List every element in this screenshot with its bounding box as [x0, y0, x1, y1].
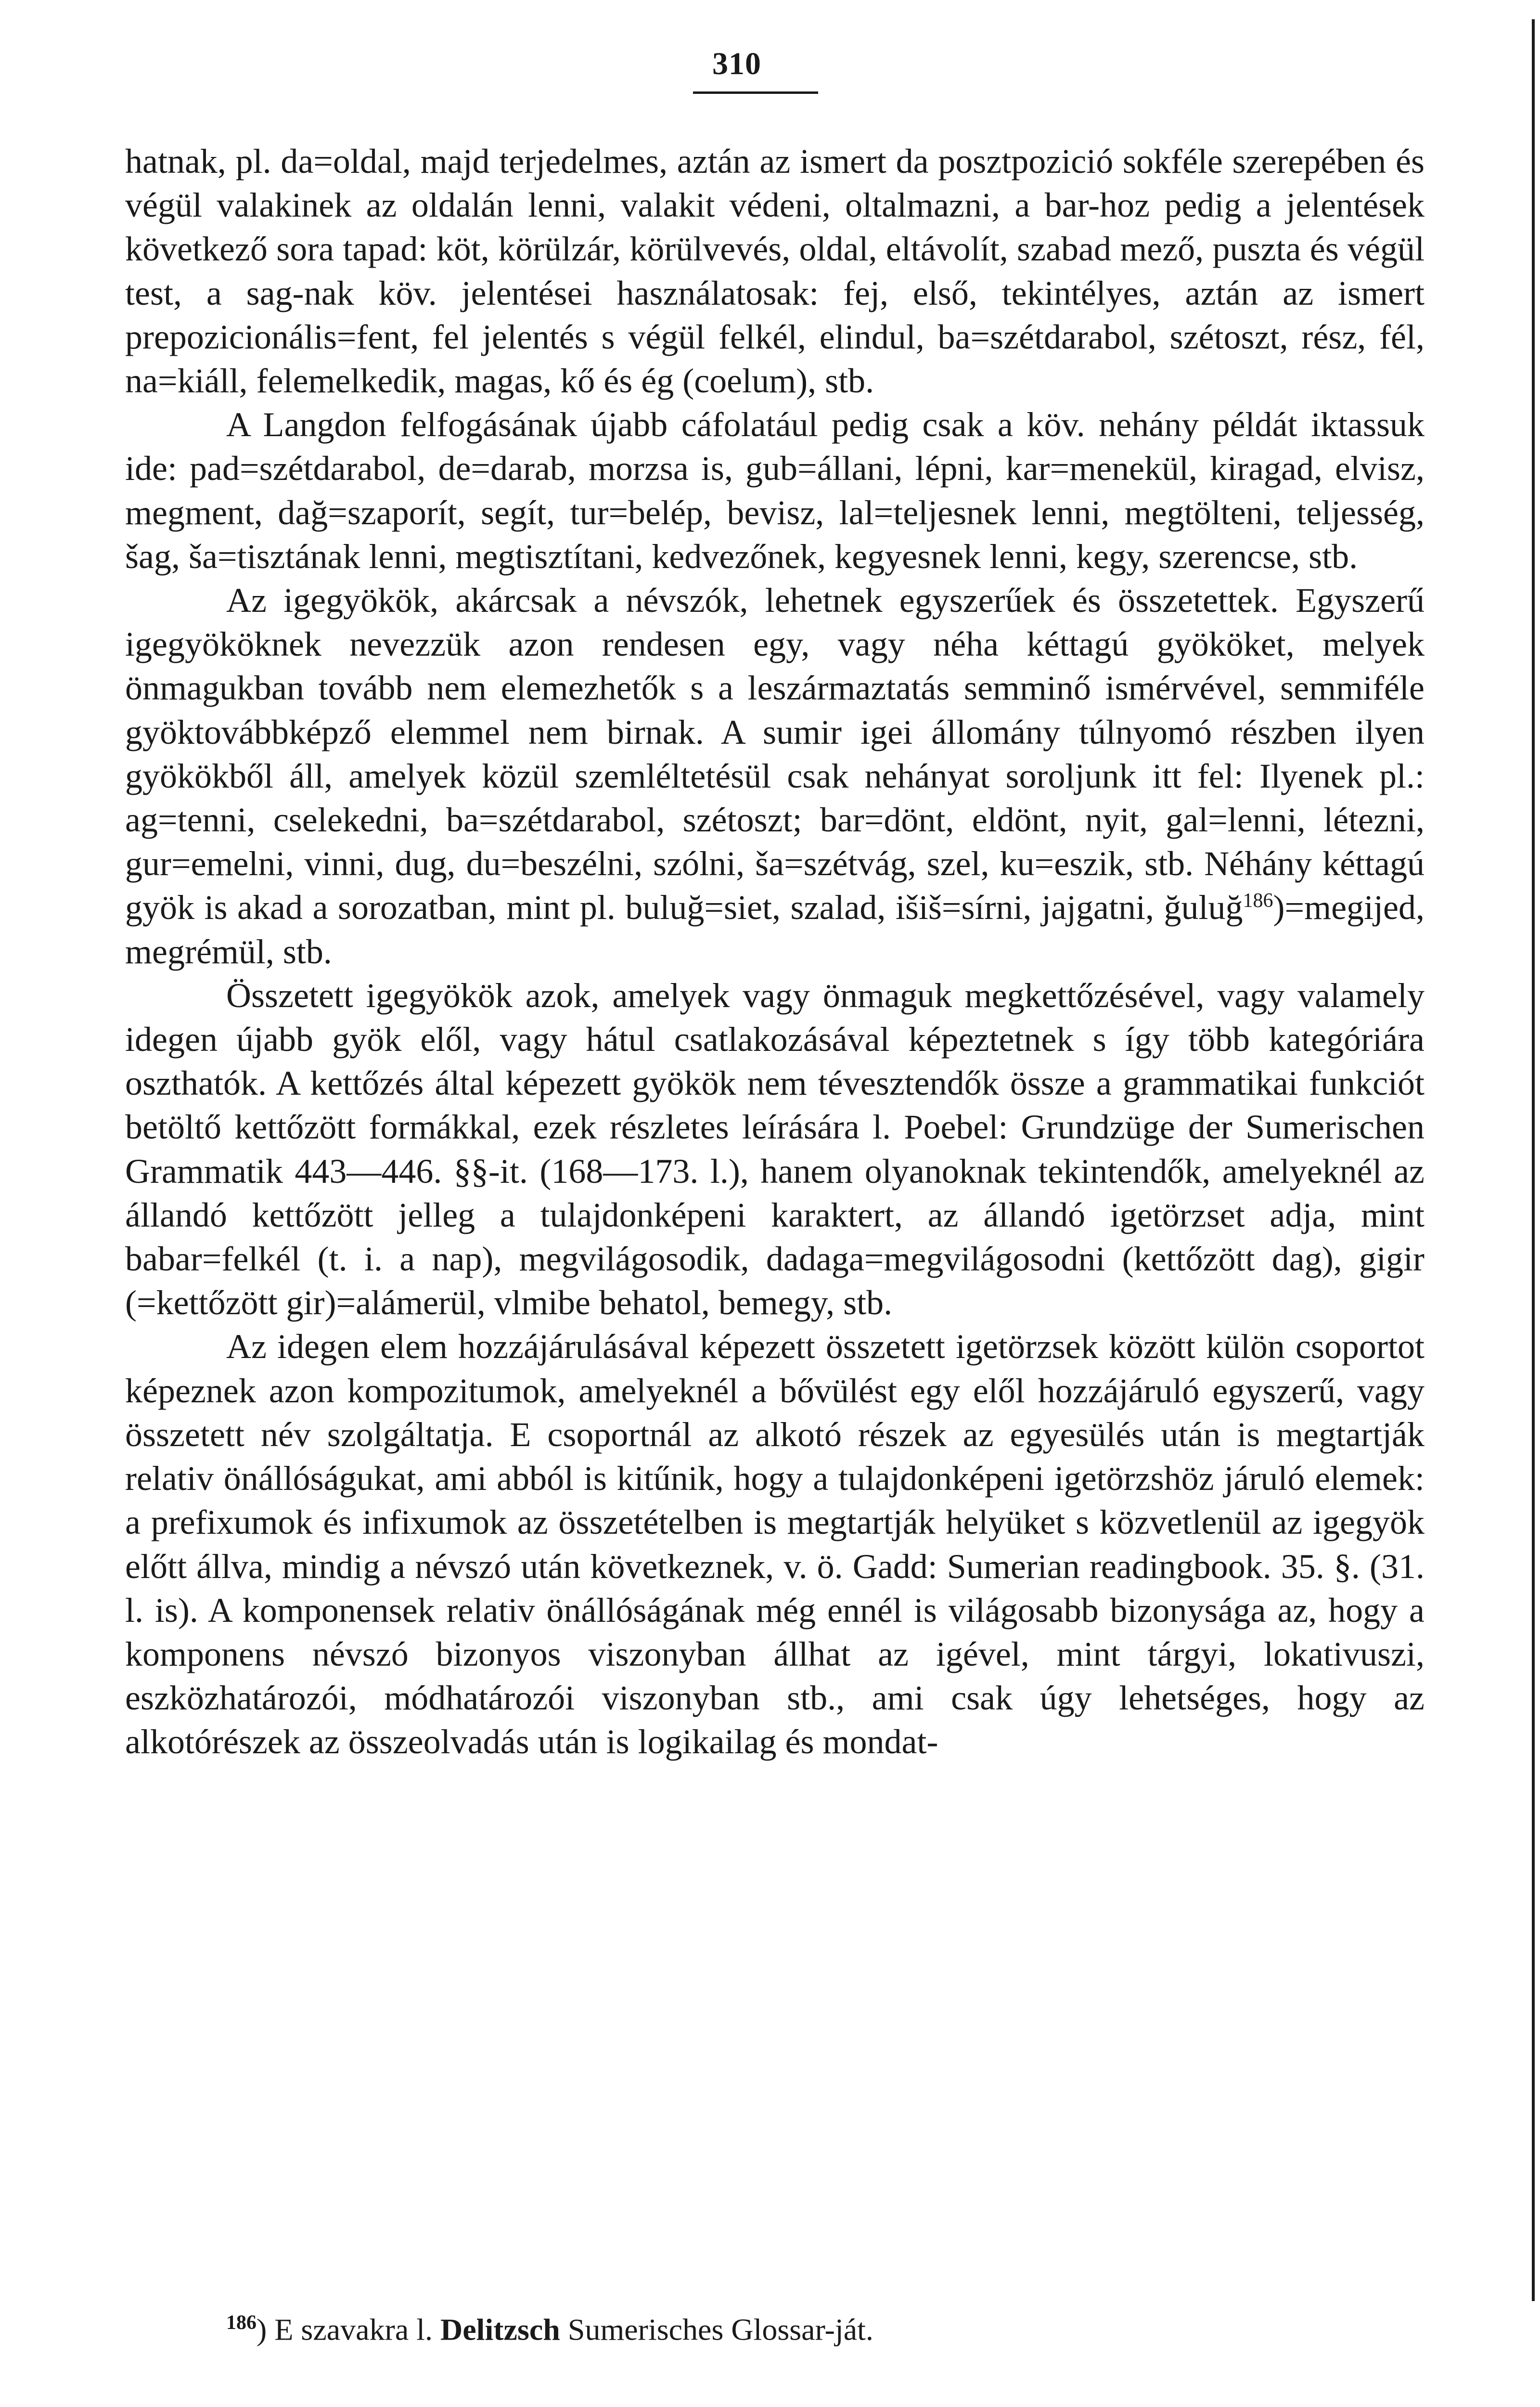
- page-edge-line: [1532, 19, 1535, 2301]
- paragraph-2: A Langdon felfogásának újabb cáfolatául pedig csak a köv. nehány példát iktassuk ide: pad=szétdarabol, de=darab, morzsa is, gub=állani, lépni, kar=menekül, kiragad, elvisz, megment, dağ=szaporít, segít, tur=belép, bevisz, lal=teljesnek lenni, megtölteni, teljesség, šag, ša=tisztának lenni, megtisztítani, kedvezőnek, kegyesnek lenni, kegy, szerencse, stb.: [125, 405, 1424, 576]
- paragraph-3-text: Az igegyökök, akárcsak a névszók, lehetnek egyszerűek és összetettek. Egyszerű igegyököknek nevezzük azon rendesen egy, vagy néha kéttagú gyököket, melyek önmagukban tovább nem elemezhetők s a leszármaztatás semminő ismérvével, semmiféle gyöktovábbképző elemmel nem birnak. A sumir igei állomány túlnyomó részben ilyen gyökökből áll, amelyek közül szemléltetésül csak nehányat soroljunk itt fel: Ilyenek pl.: ag=tenni, cselekedni, ba=szétdarabol, szétoszt; bar=dönt, eldönt, nyit, gal=lenni, létezni, gur=emelni, vinni, dug, du=beszélni, szólni, ša=szétvág, szel, ku=eszik, stb. Néhány kéttagú gyök is akad a sorozatban, mint pl. buluğ=siet, szalad, išiš=sírni, jajgatni, ğuluğ: [125, 581, 1424, 927]
- paragraph-1: hatnak, pl. da=oldal, majd terjedelmes, aztán az ismert da posztpozició sokféle szerepében és végül valakinek az oldalán lenni, valakit védeni, oltalmazni, a bar-hoz pedig a jelentések következő sora tapad: köt, körülzár, körülvevés, oldal, eltávolít, szabad mező, puszta és végül test, a sag-nak köv. jelentései használatosak: fej, első, tekintélyes, aztán az ismert prepozicionális=fent, fel jelentés s végül felkél, elindul, ba=szétdarabol, szétoszt, rész, fél, na=kiáll, felemelkedik, magas, kő és ég (coelum), stb.: [125, 142, 1424, 401]
- paragraph-4: Összetett igegyökök azok, amelyek vagy önmaguk megkettőzésével, vagy valamely idegen újabb gyök elől, vagy hátul csatlakozásával képeztetnek s így több kategóriára oszthatók. A kettőzés által képezett gyökök nem tévesztendők össze a grammatikai funkciót betöltő kettőzött formákkal, ezek részletes leírására l. Poebel: Grundzüge der Sumerischen Grammatik 443—446. §§-it. (168—173. l.), hanem olyanoknak tekintendők, amelyeknél az állandó kettőzött jelleg a tulajdonképeni karaktert, az állandó igetörzset adja, mint babar=felkél (t. i. a nap), megvilágosodik, dadaga=megvilágosodni (kettőzött dag), gigir (=kettőzött gir)=alámerül, vlmibe behatol, bemegy, stb.: [125, 976, 1424, 1322]
- footnote-mark: 186: [226, 2312, 257, 2334]
- footnote-text-before: ) E szavakra l.: [257, 2312, 441, 2347]
- footnote-text-after: Sumerisches Glossar-ját.: [560, 2312, 873, 2347]
- footnote-author: Delitzsch: [440, 2312, 560, 2347]
- body-text: [125, 140, 1424, 1764]
- page-number: 310: [712, 46, 761, 81]
- paragraph-3-tail: )=megijed, megrémül, stb.: [125, 888, 1424, 971]
- page-number-rule: [693, 91, 818, 94]
- footnote: [226, 2303, 1381, 2349]
- paragraph-5: Az idegen elem hozzájárulásával képezett összetett igetörzsek között külön csoportot képeznek azon kompozitumok, amelyeknél a bővülést egy elől hozzájáruló egyszerű, vagy összetett név szolgáltatja. E csoportnál az alkotó részek az egyesülés után is megtartják relativ önállóságukat, ami abból is kitűnik, hogy a tulajdonképeni igetörzshöz járuló elemek: a prefixumok és infixumok az összetételben is megtartják helyüket s közvetlenül az igegyök előtt állva, mindig a névszó után következnek, v. ö. Gadd: Sumerian readingbook. 35. §. (31. l. is). A komponensek relativ önállóságának még ennél is világosabb bizonysága az, hogy a komponens névszó bizonyos viszonyban állhat az igével, mint tárgyi, lokativuszi, eszközhatározói, módhatározói viszonyban stb., ami csak úgy lehetséges, hogy az alkotórészek az összeolvadás után is logikailag és mondat-: [125, 1327, 1424, 1761]
- footnote-reference: 186: [1243, 890, 1273, 912]
- paragraph-3: [125, 579, 1424, 974]
